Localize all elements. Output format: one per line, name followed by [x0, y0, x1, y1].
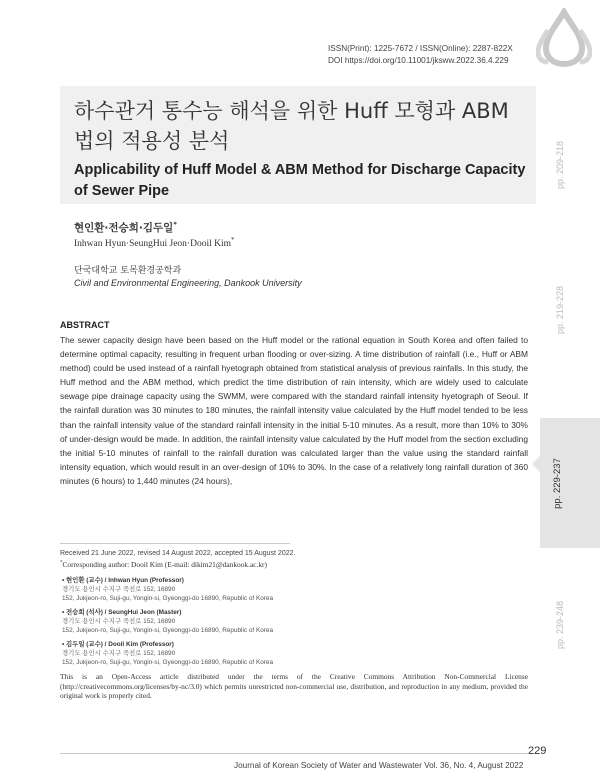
corresponding-author-text: Corresponding author: Dooil Kim (E-mail: dikim21@dankook.ac.kr) [62, 560, 267, 569]
license-notice: This is an Open-Access article distributed under the terms of the Creative Commons Attribution Non-Commercial License (http://creativecommons.org/licenses/by-nc/3.0) which permits unrestricted non-commercial use, distribution, and reproduction in any medium, provided the original work is properly cited. [60, 672, 528, 701]
member-3-address-en: 152, Jukjeon-ro, Suji-gu, Yongin-si, Gyeonggi-do 16890, Republic of Korea [62, 659, 274, 667]
korean-title [74, 96, 509, 156]
member-3-name: • 김두일 (교수) / Dooil Kim (Professor) [62, 641, 174, 648]
korean-title-line-1: 하수관거 통수능 해석을 위한 Huff 모형과 ABM [74, 99, 509, 123]
affiliation-korean: 단국대학교 토목환경공학과 [74, 266, 182, 276]
abstract-body: The sewer capacity design have been based on the Huff model or the rational equation in South Korea and often failed to determine optimal capacity, resulting in frequent urban flooding or over-sizing. A time distribution of rainfall (i.e., Huff or ABM method) could be used instead of a rainfall hyetograph obtained from statistical analysis of previous rainfalls. In this study, the Huff method and the ABM method, which predict the time distribution of rain intensity, which are widely used to calculate sewage pipe drainage capacity using the SWMM, were compared with the standard rainfall intensity hyetograph of Seoul. If the rainfall duration was 30 minutes to 180 minutes, the rainfall intensity value calculated by the Huff model tended to be less than the rainfall intensity value of the standard rainfall intensity in the initial 5-10 minutes. As a result, more than 10% to 30% of under-design would be made. In addition, the rainfall intensity value calculated by the Huff model from the section excluding the initial 5-10 minutes of rainfall to the rainfall duration was calculated larger than the value using the standard rainfall intensity equation, which would result in an over-design of 10% to 30%. In the case of a relatively long rainfall duration of 360 minutes (6 hours) to 1,440 minutes (24 hours), [60, 335, 528, 486]
member-2-address-ko: 경기도 용인시 수지구 죽전로 152, 16890 [62, 618, 176, 626]
member-1-address-en: 152, Jukjeon-ro, Suji-gu, Yongin-si, Gyeonggi-do 16890, Republic of Korea [62, 595, 274, 603]
member-2 [62, 608, 273, 636]
side-tab-pointer [532, 456, 540, 472]
side-tab-229-237[interactable]: pp. 229-237 [551, 458, 563, 509]
corresponding-footnote-mark: * [60, 560, 63, 566]
corresponding-mark: * [173, 220, 177, 229]
authors-english [74, 236, 235, 249]
member-1-address-ko: 경기도 용인시 수지구 죽전로 152, 16890 [62, 586, 176, 594]
footnote-divider [60, 543, 290, 544]
member-2-address-en: 152, Jukjeon-ro, Suji-gu, Yongin-si, Gyeonggi-do 16890, Republic of Korea [62, 627, 274, 635]
corresponding-mark-en: * [231, 236, 235, 244]
side-tab-active-bg [540, 418, 600, 548]
page-number: 229 [528, 745, 547, 757]
korean-title-line-2: 법의 적용성 분석 [74, 129, 230, 153]
member-2-name: • 전승희 (석사) / SeungHui Jeon (Master) [62, 609, 182, 616]
journal-citation: Journal of Korean Society of Water and Wastewater Vol. 36, No. 4, August 2022 [234, 761, 524, 770]
issn-line: ISSN(Print): 1225-7672 / ISSN(Online): 2287-822X [328, 44, 513, 53]
english-title-line-1: Applicability of Huff Model & ABM Method for Discharge Capacity [74, 162, 526, 178]
corresponding-author [60, 560, 267, 569]
authors-korean [74, 220, 177, 235]
authors-english-names: Inhwan Hyun·SeungHui Jeon·Dooil Kim [74, 239, 231, 250]
water-drops-logo-icon [536, 8, 592, 68]
english-title [74, 160, 544, 202]
abstract-heading: ABSTRACT [60, 320, 110, 330]
side-tab-209-218[interactable]: pp. 209-218 [555, 140, 566, 190]
received-dates: Received 21 June 2022, revised 14 August 2022, accepted 15 August 2022. [60, 550, 296, 557]
footer-divider [60, 753, 528, 754]
side-tab-239-248[interactable]: pp. 239-248 [555, 600, 566, 650]
affiliation-english: Civil and Environmental Engineering, Dankook University [74, 278, 302, 288]
english-title-line-2: of Sewer Pipe [74, 183, 170, 199]
doi-line: DOI https://doi.org/10.11001/jksww.2022.36.4.229 [328, 56, 509, 65]
side-tab-219-228[interactable]: pp. 219-228 [555, 285, 566, 335]
member-1-name: • 현인환 (교수) / Inhwan Hyun (Professor) [62, 577, 184, 584]
authors-korean-names: 현인환·전승희·김두일 [74, 222, 174, 234]
member-3 [62, 640, 273, 668]
member-3-address-ko: 경기도 용인시 수지구 죽전로 152, 16890 [62, 650, 176, 658]
member-1 [62, 576, 273, 604]
